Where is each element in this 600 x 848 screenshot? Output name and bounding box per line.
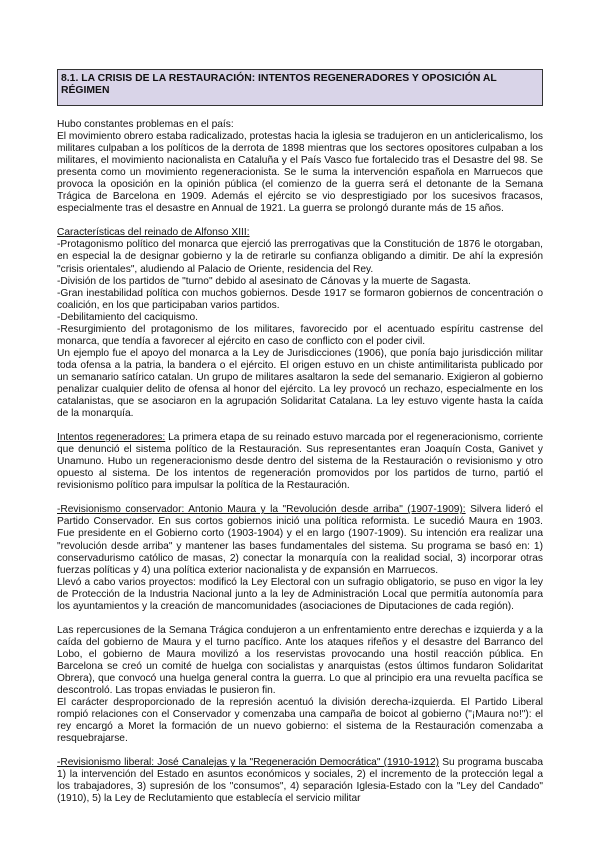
caracteristicas-item: -Debilitamiento del caciquismo. <box>57 311 198 323</box>
canalejas-heading: -Revisionismo liberal: José Canalejas y la "Regeneración Democrática" (1910-1912) <box>57 757 440 769</box>
spacer <box>57 613 543 625</box>
intentos-paragraph <box>57 432 543 492</box>
spacer <box>57 215 543 227</box>
caracteristicas-section <box>57 227 543 420</box>
intro-body: El movimiento obrero estaba radicalizado, protestas hacia la iglesia se tradujeron en un anticlericalismo, los militares culpaban a los políticos de la derrota de 1898 mientras que los sectores opositores culpaban a los militares, el movimiento nacionalista en Cataluña y el País Vasco fue fortalecido tras el Desastre del 98. Se presenta como un movimiento regeneracionista. Se le suma la intervención española en Marruecos que provoca la oposición en la opinión pública (el comienzo de la guerra será el detonante de la Semana Trágica de Barcelona en 1909. Además el ejército se vio desprestigiado por los sucesivos fracasos, especialmente tras el desastre en Annual de 1921. La guerra se prolongó durante más de 15 años. <box>57 131 543 215</box>
canalejas-body: Su programa buscaba 1) la intervención del Estado en asuntos económicos y sociales, 2) el incremento de la protección legal a los trabajadores, 3) supresión de los "consumos", 4) separación Iglesia-Estado con la "Ley del Candado" (1910), 5) la Ley de Reclutamiento que establecía el servicio militar <box>57 757 543 805</box>
intro-heading: Hubo constantes problemas en el país: <box>57 119 234 130</box>
caracteristicas-heading: Características del reinado de Alfonso XIII: <box>57 227 250 239</box>
tragica-paragraph: Las repercusiones de la Semana Trágica condujeron a un enfrentamiento entre derechas e izquierda y a la caída del gobierno de Maura y el turno pacífico. Ante los ataques rifeños y el desastre del Barranco del Lobo, el gobierno de Maura movilizó a los reservistas provocando una hostil reacción pública. En Barcelona se creó un comité de huelga con socialistas y anarquistas (estos últimos fundaron Solidaritat Obrera), que convocó una huelga general contra la guerra. Lo que al principio era una revuelta pacífica se descontroló. Las tropas enviadas le pusieron fin. <box>57 624 543 697</box>
maura-heading: -Revisionismo conservador: Antonio Maura y la "Revolución desde arriba" (1907-1909): <box>57 504 466 516</box>
caracteristicas-item: -Protagonismo político del monarca que ejerció las prerrogativas que la Constitución de 1876 le otorgaban, en especial la de designar gobierno y la de retirarle su confianza obligando a dimitir. De ahí la expresión "crisis orientales", aludiendo al Palacio de Oriente, residencia del Rey. <box>57 239 543 275</box>
caracteristicas-item: Un ejemplo fue el apoyo del monarca a la Ley de Jurisdicciones (1906), que ponía bajo jurisdicción militar toda ofensa a la patria, la bandera o el ejército. El origen estuvo en un chiste antimilitarista publicado por un semanario satírico catalan. Un grupo de militares asaltaron la sede del semanario. Exigieron al gobierno penalizar cualquier delito de ofensa al honor del ejército. La ley provocó un rechazo, especialmente en los catalanistas, que se asociaron en la agrupación Solidaritat Catalana. La ley estuvo vigente hasta la caída de la monarquía. <box>57 347 543 420</box>
tragica-paragraph-2: El carácter desproporcionado de la represión acentuó la división derecha-izquierda. El Partido Liberal rompió relaciones con el Conservador y comenzaba una campaña de boicot al gobierno ("¡Maura no!"): el rey encargó a Moret la formación de un nuevo gobierno: el sistema de la Restauración comenzaba a resquebrajarse. <box>57 697 543 745</box>
intentos-heading: Intentos regeneradores: <box>57 432 166 444</box>
spacer <box>57 420 543 432</box>
maura-paragraph <box>57 504 543 576</box>
section-title-box <box>57 69 543 106</box>
maura-body: Silvera lideró el Partido Conservador. En sus cortos gobiernos inició una política reformista. Le sucedió Maura en 1903. Fue presidente en el Gobierno corto (1903-1904) y el en largo (1907-1909). Su intención era realizar una "revolución desde arriba" y mantener las bases fundamentales del sistema. Su programa se basó en: 1) conservadurismo católico de masas, 2) conectar la monarquía con la realidad social, 3) incorporar otras fuerzas políticas y 4) una política exterior nacionalista y de expansión en Marruecos. <box>57 504 543 576</box>
canalejas-paragraph <box>57 757 543 805</box>
caracteristicas-item: -Gran inestabilidad política con muchos gobiernos. Desde 1917 se formaron gobiernos de concentración o coalición, en los que participaban varios partidos. <box>57 287 543 311</box>
caracteristicas-item: -División de los partidos de "turno" debido al asesinato de Cánovas y la muerte de Sagasta. <box>57 275 471 287</box>
intro-paragraph <box>57 119 543 215</box>
maura-paragraph-2: Llevó a cabo varios proyectos: modificó la Ley Electoral con un sufragio obligatorio, se puso en vigor la ley de Protección de la Industria Nacional junto a la ley de Administración Local que permitía autonomía para los ayuntamientos y la creación de mancomunidades (asociaciones de Diputaciones de cada región). <box>57 576 543 612</box>
section-title: 8.1. LA CRISIS DE LA RESTAURACIÓN: INTENTOS REGENERADORES Y OPOSICIÓN AL RÉGIMEN <box>61 73 497 96</box>
caracteristicas-item: -Resurgimiento del protagonismo de los militares, favorecido por el acentuado espíritu castrense del monarca, que tendía a favorecer al ejército en caso de conflicto con el poder civil. <box>57 323 543 347</box>
document-page <box>57 69 543 805</box>
intentos-body: La primera etapa de su reinado estuvo marcada por el regeneracionismo, corriente que denunció el sistema político de la Restauración. Sus representantes eran Joaquín Costa, Ganivet y Unamuno. Hubo un regeneracionismo desde dentro del sistema de la Restauración o revisionismo y otro opuesto al sistema. De los intentos de regeneración promovidos por los partidos de turno, partió el revisionismo político para impulsar la política de la Restauración. <box>57 432 543 492</box>
spacer <box>57 492 543 504</box>
spacer <box>57 745 543 757</box>
